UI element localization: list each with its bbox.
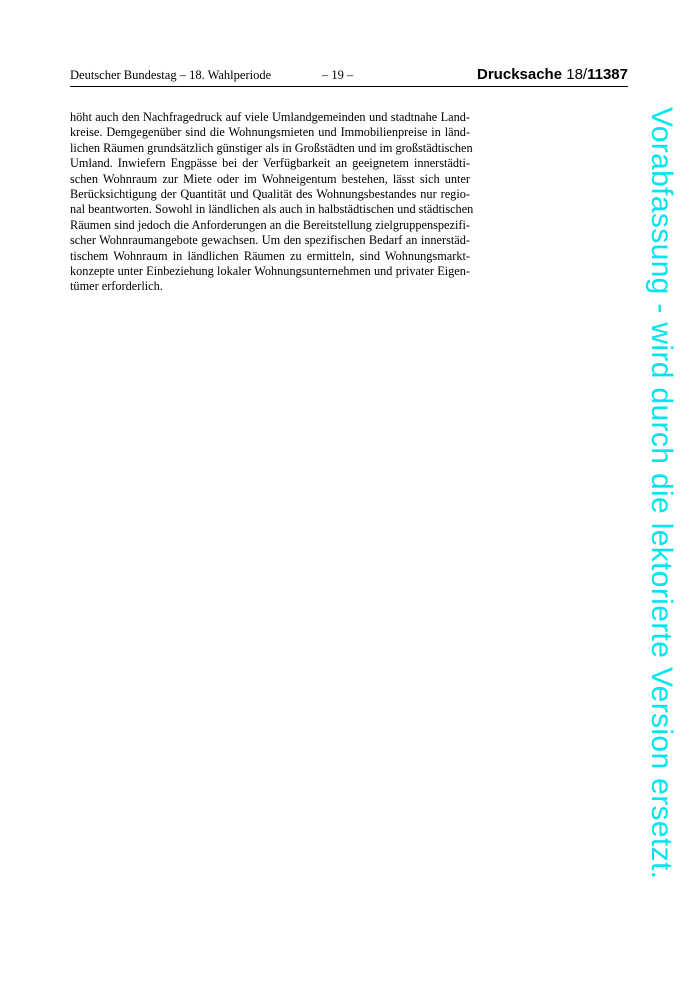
body-line: höht auch den Nachfragedruck auf viele Umlandgemeinden und stadtnahe Land- (70, 110, 470, 124)
page-header (70, 66, 628, 87)
body-line: lichen Räumen grundsätzlich günstiger als in Großstädten und im großstädtischen (70, 140, 473, 155)
page-number: – 19 – (322, 68, 354, 82)
body-line: Umland. Inwiefern Engpässe bei der Verfügbarkeit an geeignetem innerstädti- (70, 156, 470, 171)
document-number-prefix: 18/ (566, 66, 588, 83)
draft-watermark: Vorabfassung - wird durch die lektorierte Version ersetzt. (645, 107, 678, 880)
document-number-main: 11387 (587, 66, 628, 83)
body-line: Berücksichtigung der Quantität und Qualität des Wohnungsbestandes nur regio- (70, 186, 470, 201)
body-line: tischem Wohnraum in ländlichen Räumen zu ermitteln, sind Wohnungsmarkt- (70, 248, 470, 263)
document-label: Drucksache (477, 66, 563, 83)
body-line: scher Wohnraumangebote gewachsen. Um den spezifischen Bedarf an innerstäd- (70, 233, 470, 248)
body-line: nal beantworten. Sowohl in ländlichen als auch in halbstädtischen und städtischen (70, 202, 474, 217)
body-paragraph (70, 110, 474, 295)
body-line: tümer erforderlich. (70, 279, 163, 294)
body-line: kreise. Demgegenüber sind die Wohnungsmieten und Immobilienpreise in länd- (70, 125, 470, 140)
body-line: Räumen sind jedoch die Anforderungen an die Bereitstellung zielgruppenspezifi- (70, 217, 470, 232)
document-number (477, 66, 628, 83)
body-line: schen Wohnraum zur Miete oder im Wohneigentum bestehen, lässt sich unter (70, 171, 470, 186)
body-line: konzepte unter Einbeziehung lokaler Wohnungsunternehmen und privater Eigen- (70, 263, 470, 278)
header-publication: Deutscher Bundestag – 18. Wahlperiode (70, 68, 272, 82)
